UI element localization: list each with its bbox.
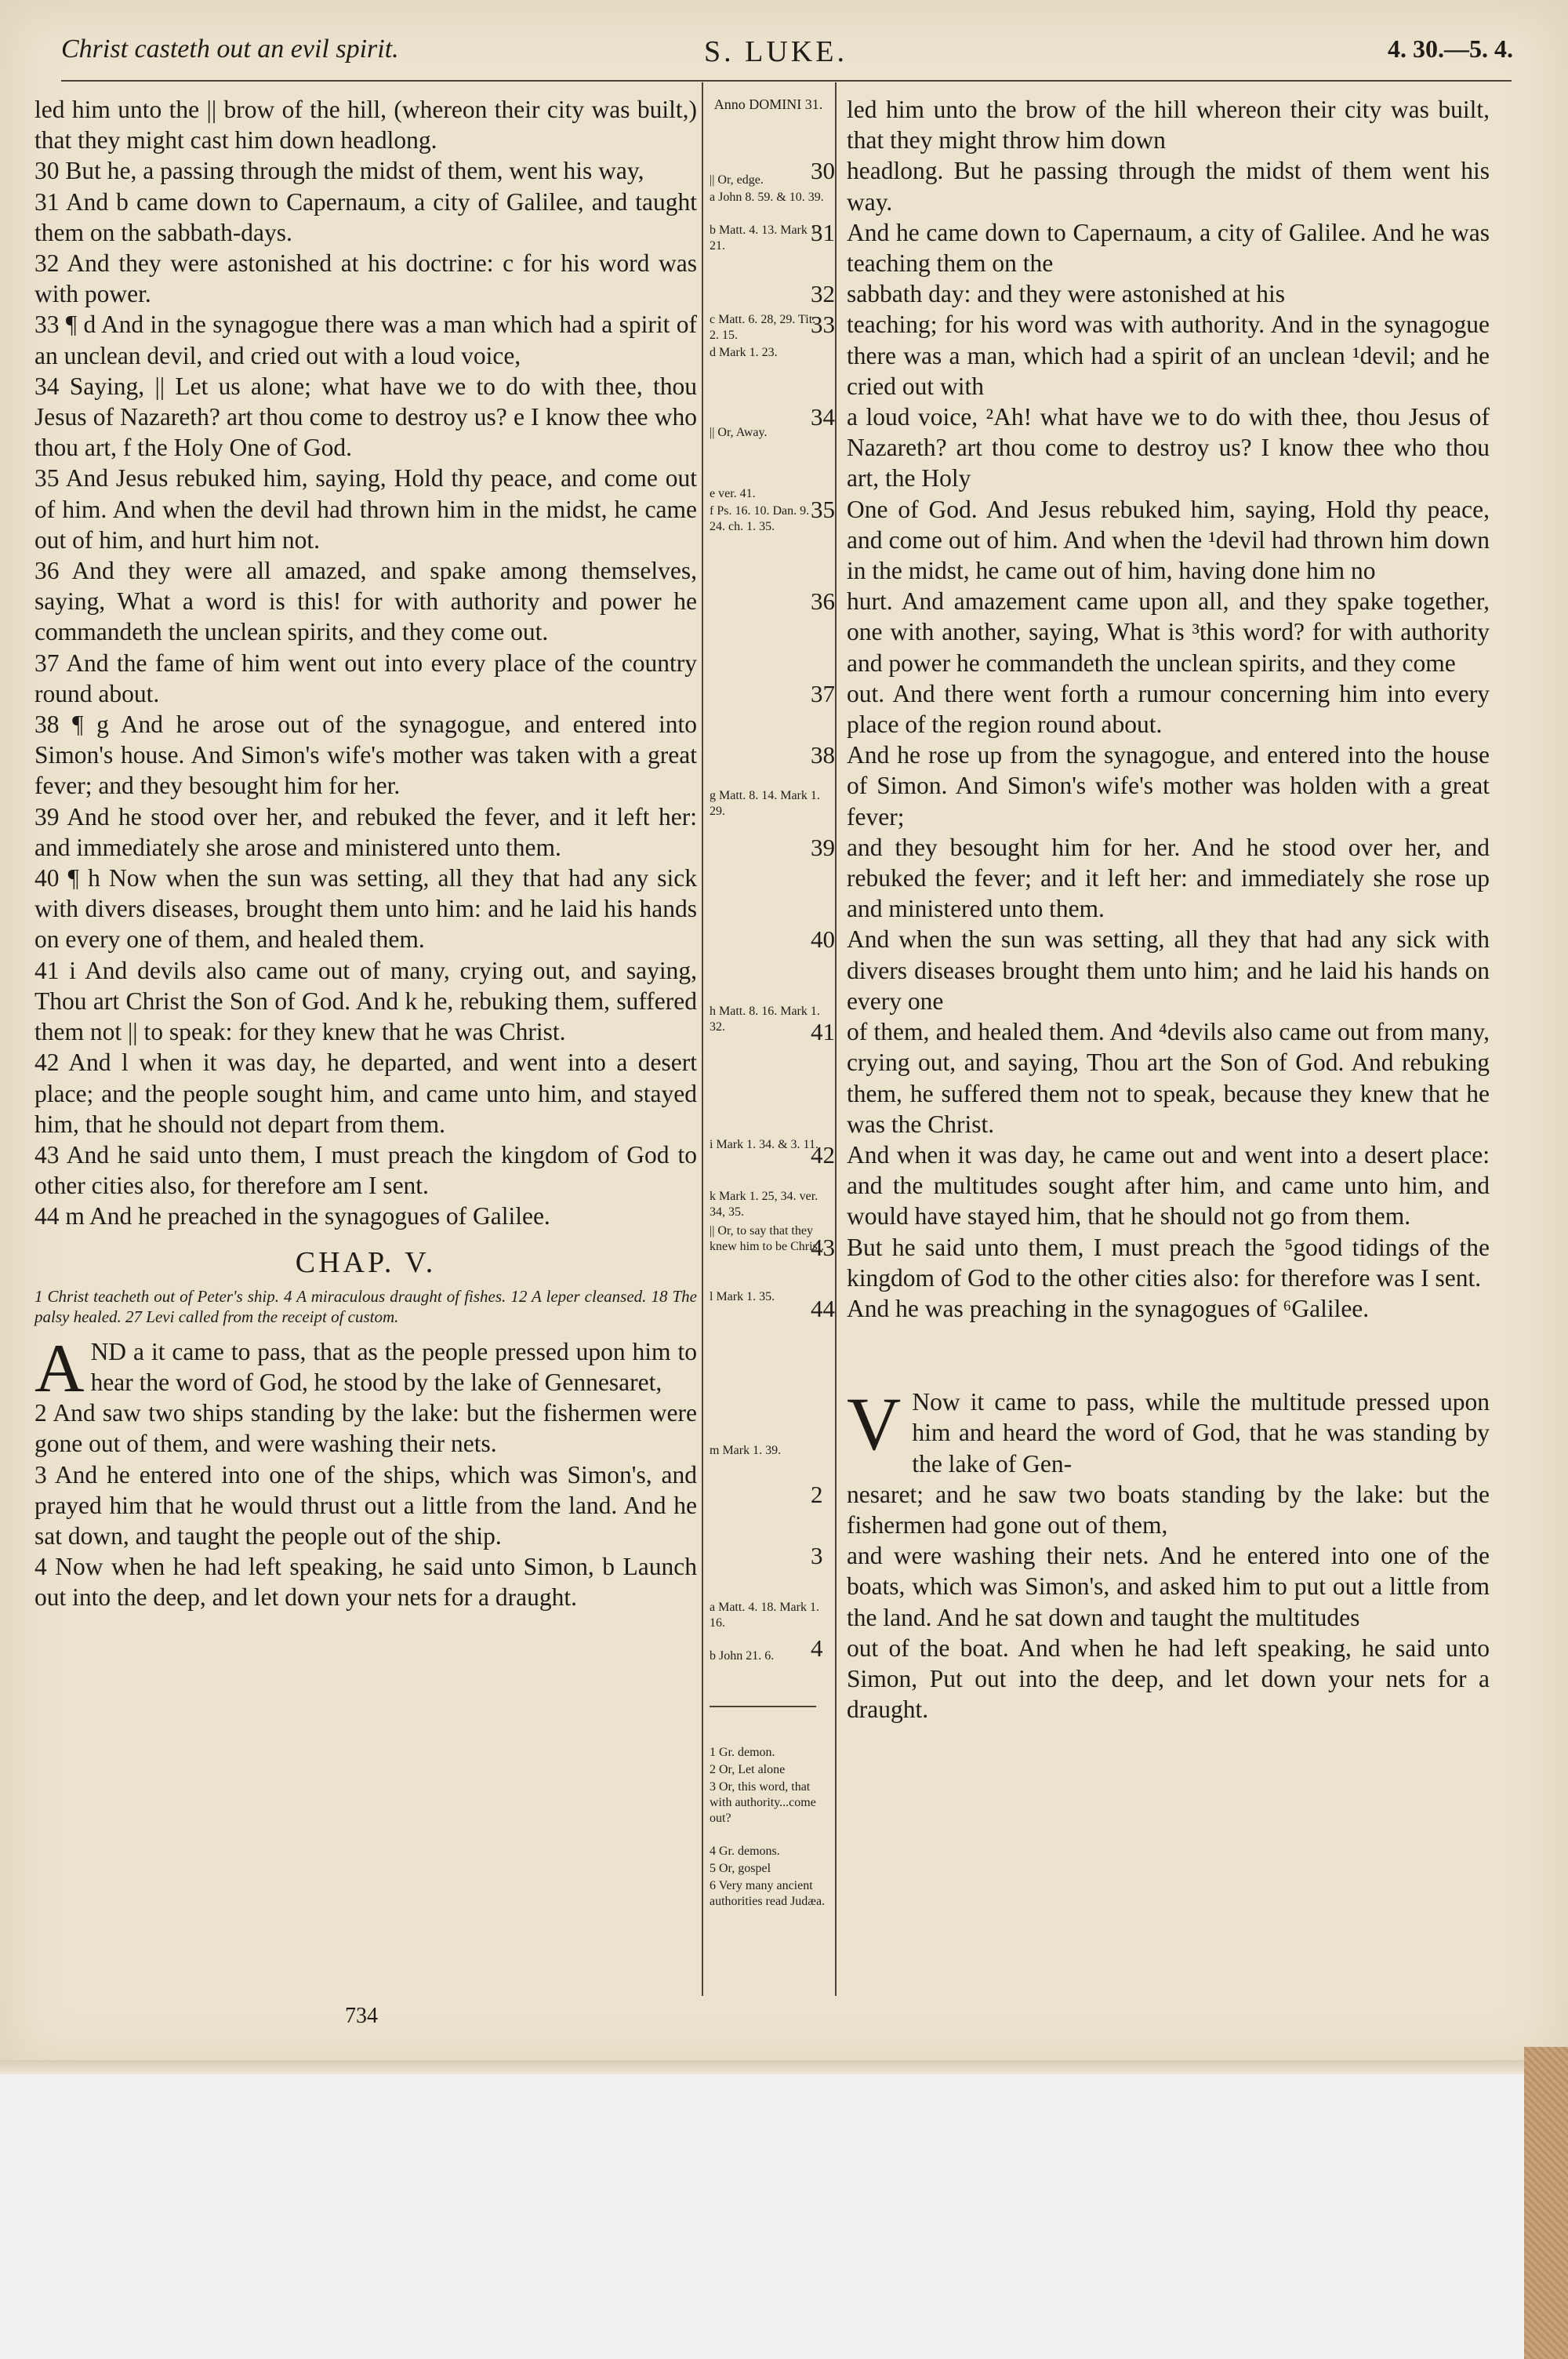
verse-number: 3 — [811, 1542, 823, 1570]
verse — [811, 309, 1490, 402]
verse-text: 44 m And he preached in the synagogues of Galilee. — [34, 1202, 550, 1230]
margin-note: d Mark 1. 23. — [710, 346, 778, 359]
margin-note: a John 8. 59. & 10. 39. — [710, 191, 824, 204]
header-chapter-range: 4. 30.—5. 4. — [1388, 35, 1513, 63]
verse-text: And he came down to Capernaum, a city of Galilee. And he was teaching them on the — [847, 218, 1490, 278]
chapter-heading: CHAP. V. — [295, 1245, 437, 1279]
margin-note: m Mark 1. 39. — [710, 1444, 782, 1457]
verse-text: 3 And he entered into one of the ships, which was Simon's, and prayed him that he would thrust out a little from the land. And he sat down, and taught the people out of the ship. — [34, 1460, 697, 1550]
chapter-summary: 1 Christ teacheth out of Peter's ship. 4 A miraculous draught of fishes. 12 A leper cleansed. 18 The palsy healed. 27 Levi called from the receipt of custom. — [34, 1286, 697, 1326]
verse — [811, 494, 1490, 587]
verse-text: 4 Now when he had left speaking, he said unto Simon, b Launch out into the deep, and let down your nets for a draught. — [34, 1553, 697, 1612]
verse-number: 32 — [811, 280, 835, 308]
column-divider-right — [835, 82, 837, 1996]
margin-note: || Or, Away. — [710, 426, 768, 439]
margin-note: b Matt. 4. 13. Mark 1. 21. — [710, 224, 820, 253]
verse — [811, 1140, 1490, 1232]
page-number: 734 — [345, 2004, 378, 2028]
verse-number: 4 — [811, 1634, 823, 1662]
verse-number: 2 — [811, 1480, 823, 1508]
margin-note: f Ps. 16. 10. Dan. 9. 24. ch. 1. 35. — [710, 504, 810, 533]
verse-text: ND a it came to pass, that as the people pressed upon him to hear the word of God, he stood by the lake of Gennesaret, — [90, 1337, 697, 1396]
verse-text: 32 And they were astonished at his doctrine: c for his word was with power. — [34, 249, 697, 308]
verse-text: of them, and healed them. And ⁴devils also came out from many, crying out, and saying, Thou art the Son of God. And rebuking them, he suffered them not to speak, because they knew that he was the Christ. — [847, 1018, 1490, 1138]
verse-text: a loud voice, ²Ah! what have we to do with thee, thou Jesus of Nazareth? art thou come to destroy us? I know thee who thou art, the Holy — [847, 403, 1490, 493]
margin-note: a Matt. 4. 18. Mark 1. 16. — [710, 1601, 819, 1630]
verse-number: 30 — [811, 157, 835, 185]
margin-note: i Mark 1. 34. & 3. 11. — [710, 1138, 818, 1151]
verse-text: 38 ¶ g And he arose out of the synagogue, and entered into Simon's house. And Simon's wife's mother was taken with a great fever; and they besought him for her. — [34, 711, 697, 800]
verse-text: 33 ¶ d And in the synagogue there was a man which had a spirit of an unclean devil, and cried out with a loud voice, — [34, 311, 697, 369]
revised-note: 4 Gr. demons. — [710, 1845, 780, 1858]
margin-note: || Or, to say that they knew him to be Christ. — [710, 1224, 825, 1253]
verse — [811, 1232, 1490, 1293]
header-left-title: Christ casteth out an evil spirit. — [61, 35, 399, 64]
verse-number: 39 — [811, 833, 835, 861]
verse-text: out of the boat. And when he had left speaking, he said unto Simon, Put out into the deep, and let down your nets for a draught. — [847, 1634, 1490, 1724]
verse-text: And when the sun was setting, all they that had any sick with divers diseases brought them unto him; and he laid his hands on every one — [847, 925, 1490, 1015]
drop-cap: A — [34, 1330, 85, 1407]
margin-note: g Matt. 8. 14. Mark 1. 29. — [710, 789, 820, 818]
verse — [847, 94, 1490, 155]
verse-text: and they besought him for her. And he stood over her, and rebuked the fever; and it left her: and immediately she rose up and ministered unto them. — [847, 833, 1490, 923]
verse-number: 34 — [811, 403, 835, 431]
verse-text: 36 And they were all amazed, and spake among themselves, saying, What a word is this! for with authority and power he commandeth the unclean spirits, and they come out. — [34, 557, 697, 646]
verse-text: 35 And Jesus rebuked him, saying, Hold thy peace, and come out of him. And when the devil had thrown him in the midst, he came out of him, and hurt him not. — [34, 464, 697, 554]
verse-text: headlong. But he passing through the midst of them went his way. — [847, 157, 1490, 216]
verse-number: 44 — [811, 1294, 835, 1322]
anno-domini: Anno DOMINI 31. — [713, 96, 823, 112]
revised-note: 1 Gr. demon. — [710, 1746, 775, 1759]
margin-note: c Matt. 6. 28, 29. Tit. 2. 15. — [710, 313, 816, 342]
verse-number: 40 — [811, 925, 835, 954]
verse-number: 37 — [811, 679, 835, 707]
verse-text: 34 Saying, || Let us alone; what have we to do with thee, thou Jesus of Nazareth? art thou come to destroy us? e I know thee who thou art, f the Holy One of God. — [34, 372, 697, 462]
verse-text: 31 And b came down to Capernaum, a city of Galilee, and taught them on the sabbath-days. — [34, 187, 697, 246]
verse-text: And when it was day, he came out and went into a desert place: and the multitudes sought after him, and came unto him, and would have stayed him, that he should not go from them. — [847, 1140, 1490, 1230]
verse-text: 40 ¶ h Now when the sun was setting, all they that had any sick with divers diseases, brought them unto him: and he laid his hands on every one of them, and healed them. — [34, 864, 697, 954]
verse-text: And he rose up from the synagogue, and entered into the house of Simon. And Simon's wife's mother was holden with a great fever; — [847, 741, 1490, 831]
verse-text: 41 i And devils also came out of many, crying out, and saying, Thou art Christ the Son of God. And k he, rebuking them, suffered them not || to speak: for they knew that he was Christ. — [34, 956, 697, 1046]
verse — [811, 740, 1490, 832]
verse-text: 42 And l when it was day, he departed, and went into a desert place; and the people sought him, and came unto him, and stayed him, that he should not depart from them. — [34, 1049, 697, 1138]
verse — [811, 1633, 1490, 1725]
verse-number: 38 — [811, 741, 835, 769]
verse-number: 41 — [811, 1018, 835, 1046]
verse-text: And he was preaching in the synagogues of ⁶Galilee. — [847, 1294, 1370, 1322]
verse-text: One of God. And Jesus rebuked him, saying, Hold thy peace, and come out of him. And when the ¹devil had thrown him down in the midst, he came out of him, having done him no — [847, 495, 1490, 585]
margin-note: b John 21. 6. — [710, 1649, 775, 1663]
verse-text: sabbath day: and they were astonished at his — [847, 280, 1285, 308]
verse-text: led him unto the brow of the hill whereon their city was built, that they might throw him down — [847, 96, 1490, 154]
right-column-rv — [811, 94, 1490, 1725]
verse — [847, 1382, 1490, 1479]
header-rule — [61, 80, 1512, 82]
revised-note: 3 Or, this word, that with authority...come out? — [710, 1780, 816, 1825]
verse — [811, 832, 1490, 925]
verse — [811, 217, 1490, 278]
drop-cap: V — [847, 1382, 902, 1467]
verse-text: teaching; for his word was with authority. And in the synagogue there was a man, which had a spirit of an unclean ¹devil; and he cried out with — [847, 311, 1490, 400]
margin-divider — [710, 1706, 816, 1707]
verse-text: hurt. And amazement came upon all, and they spake together, one with another, saying, What is ³this word? for with authority and power he commandeth the unclean spirits, and they come — [847, 587, 1490, 677]
verse — [811, 155, 1490, 216]
verse-text: Now it came to pass, while the multitude pressed upon him and heard the word of God, that he was standing by the lake of Gen- — [912, 1388, 1490, 1478]
verse-text: 30 But he, a passing through the midst of them, went his way, — [34, 157, 644, 185]
revised-note: 2 Or, Let alone — [710, 1763, 786, 1776]
verse-text: But he said unto them, I must preach the ⁵good tidings of the kingdom of God to the other cities also: for therefore was I sent. — [847, 1233, 1490, 1292]
verse — [811, 586, 1490, 678]
verse-number: 43 — [811, 1233, 835, 1261]
verse-text: out. And there went forth a rumour concerning him into every place of the region round about. — [847, 679, 1490, 739]
verse-text: 37 And the fame of him went out into every place of the country round about. — [34, 649, 697, 707]
verse-number: 31 — [811, 218, 835, 246]
verse-text: 39 And he stood over her, and rebuked the fever, and it left her: and immediately she arose and ministered unto them. — [34, 802, 697, 861]
left-column-av — [34, 94, 697, 1613]
verse — [811, 1293, 1490, 1324]
verse-text: 43 And he said unto them, I must preach the kingdom of God to other cities also, for therefore am I sent. — [34, 1140, 697, 1200]
margin-note: || Or, edge. — [710, 173, 764, 187]
verse — [811, 1540, 1490, 1633]
margin-note: l Mark 1. 35. — [710, 1290, 775, 1303]
verse-text: 2 And saw two ships standing by the lake: but the fishermen were gone out of them, and were washing their nets. — [34, 1399, 697, 1458]
revised-note: 6 Very many ancient authorities read Judæa. — [710, 1879, 826, 1908]
verse-number: 42 — [811, 1140, 835, 1169]
verse — [811, 278, 1490, 309]
verse — [811, 1016, 1490, 1140]
verse-text: led him unto the || brow of the hill, (whereon their city was built,) that they might cast him down headlong. — [34, 96, 697, 154]
book-spine-edge — [1524, 2047, 1568, 2359]
verse — [811, 924, 1490, 1016]
page-header — [61, 35, 1513, 82]
margin-note: h Matt. 8. 16. Mark 1. 32. — [710, 1005, 820, 1034]
verse-number: 36 — [811, 587, 835, 616]
revised-note: 5 Or, gospel — [710, 1862, 771, 1875]
verse — [811, 678, 1490, 740]
chapter-gap — [847, 1324, 1490, 1387]
verse-text: nesaret; and he saw two boats standing by the lake: but the fishermen had gone out of them, — [847, 1480, 1490, 1539]
verse — [811, 402, 1490, 494]
verse-number: 33 — [811, 311, 835, 339]
verse-text: and were washing their nets. And he entered into one of the boats, which was Simon's, and asked him to put out a little from the land. And he sat down and taught the multitudes — [847, 1542, 1490, 1631]
margin-references — [710, 173, 835, 1976]
header-book-title: S. LUKE. — [704, 35, 848, 68]
verse-number: 35 — [811, 495, 835, 523]
verse — [811, 1479, 1490, 1540]
margin-note: e ver. 41. — [710, 487, 756, 500]
margin-note: k Mark 1. 25, 34. ver. 34, 35. — [710, 1190, 818, 1219]
column-divider-left — [702, 82, 703, 1996]
